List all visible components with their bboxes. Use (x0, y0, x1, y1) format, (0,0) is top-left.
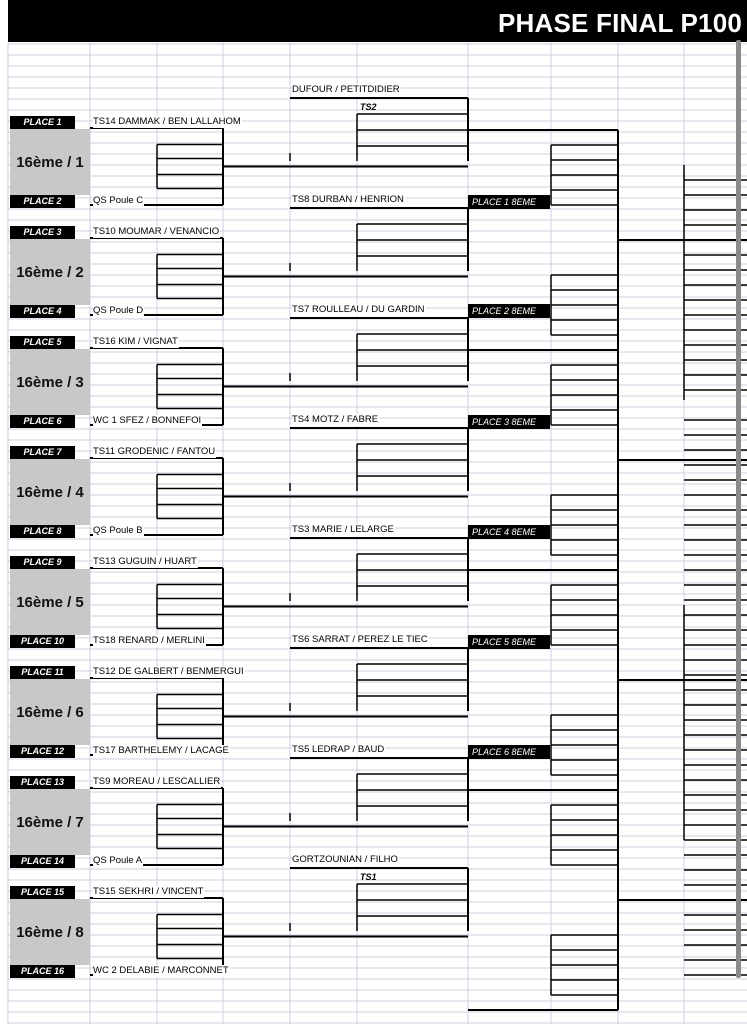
place-label: PLACE 4 (10, 305, 75, 318)
round-label: 16ème / 6 (10, 679, 90, 745)
team-name: WC 2 DELABIE / MARCONNET (93, 965, 229, 976)
team-name: TS16 KIM / VIGNAT (93, 336, 178, 347)
seeded-team-name: TS8 DURBAN / HENRION (292, 194, 404, 205)
qualifier-tag: PLACE 6 8EME (468, 745, 550, 759)
place-label: PLACE 1 (10, 116, 75, 129)
team-name: TS14 DAMMAK / BEN LALLAHOM (93, 116, 241, 127)
round-label: 16ème / 5 (10, 569, 90, 635)
team-name: TS11 GRODENIC / FANTOU (93, 446, 216, 457)
team-name: TS13 GUGUIN / HUART (93, 556, 197, 567)
header-bar (8, 0, 747, 42)
qualifier-tag: PLACE 2 8EME (468, 304, 550, 318)
round-label: 16ème / 7 (10, 789, 90, 855)
seeded-team-name: DUFOUR / PETITDIDIER (292, 84, 400, 95)
place-label: PLACE 15 (10, 886, 75, 899)
qualifier-tag: PLACE 3 8EME (468, 415, 550, 429)
seed-label: TS2 (360, 102, 377, 112)
seeded-team-name: TS4 MOTZ / FABRE (292, 414, 379, 425)
place-label: PLACE 12 (10, 745, 75, 758)
place-label: PLACE 14 (10, 855, 75, 868)
place-label: PLACE 16 (10, 965, 75, 978)
team-name: QS Poule B (93, 525, 143, 536)
round-label: 16ème / 8 (10, 899, 90, 965)
place-label: PLACE 7 (10, 446, 75, 459)
team-name: TS9 MOREAU / LESCALLIER (93, 776, 221, 787)
seeded-team-name: TS3 MARIE / LELARGE (292, 524, 394, 535)
team-name: TS10 MOUMAR / VENANCIO (93, 226, 220, 237)
page-title: PHASE FINAL P100 (498, 8, 743, 38)
place-label: PLACE 6 (10, 415, 75, 428)
team-name: QS Poule D (93, 305, 144, 316)
team-name: WC 1 SFEZ / BONNEFOI (93, 415, 202, 426)
team-name: TS15 SEKHRI / VINCENT (93, 886, 204, 897)
seeded-team-name: TS6 SARRAT / PEREZ LE TIEC (292, 634, 428, 645)
place-label: PLACE 5 (10, 336, 75, 349)
round-label: 16ème / 2 (10, 239, 90, 305)
seeded-team-name: GORTZOUNIAN / FILHO (292, 854, 398, 865)
team-name: QS Poule C (93, 195, 144, 206)
team-name: TS18 RENARD / MERLINI (93, 635, 205, 646)
place-label: PLACE 10 (10, 635, 75, 648)
seed-label: TS1 (360, 872, 377, 882)
qualifier-tag: PLACE 5 8EME (468, 635, 550, 649)
vertical-scrollbar[interactable] (736, 40, 741, 978)
place-label: PLACE 2 (10, 195, 75, 208)
qualifier-tag: PLACE 4 8EME (468, 525, 550, 539)
place-label: PLACE 3 (10, 226, 75, 239)
round-label: 16ème / 4 (10, 459, 90, 525)
place-label: PLACE 11 (10, 666, 75, 679)
team-name: TS17 BARTHELEMY / LACAGE (93, 745, 229, 756)
round-label: 16ème / 3 (10, 349, 90, 415)
team-name: QS Poule A (93, 855, 143, 866)
place-label: PLACE 9 (10, 556, 75, 569)
place-label: PLACE 8 (10, 525, 75, 538)
seeded-team-name: TS5 LEDRAP / BAUD (292, 744, 385, 755)
seeded-team-name: TS7 ROULLEAU / DU GARDIN (292, 304, 425, 315)
round-label: 16ème / 1 (10, 129, 90, 195)
place-label: PLACE 13 (10, 776, 75, 789)
qualifier-tag: PLACE 1 8EME (468, 195, 550, 209)
team-name: TS12 DE GALBERT / BENMERGUI (93, 666, 244, 677)
